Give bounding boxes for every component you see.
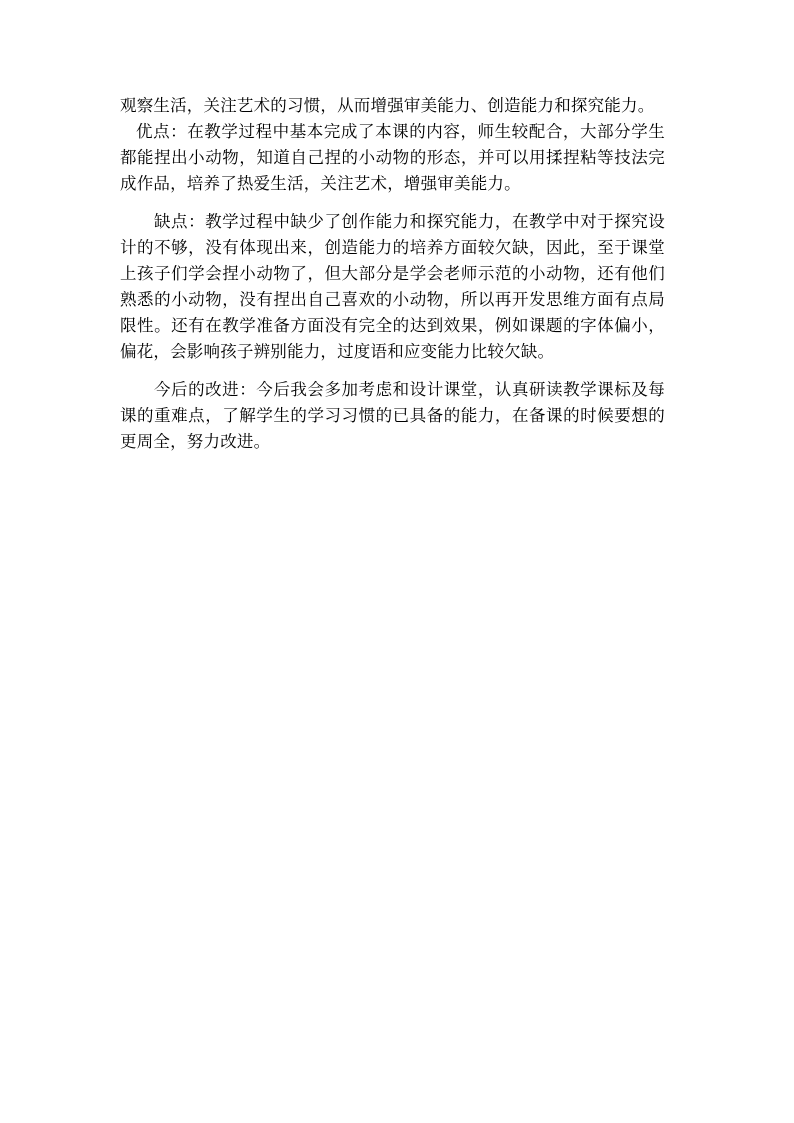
paragraph-weaknesses: 缺点：教学过程中缺少了创作能力和探究能力，在教学中对于探究设计的不够，没有体现出来，创造能力的培养方面较欠缺，因此，至于课堂上孩子们学会捏小动物了，但大部分是学会老师示范的小动物，还有他们熟悉的小动物，没有捏出自己喜欢的小动物，所以再开发思维方面有点局限性。还有在教学准备方面没有完全的达到效果，例如课题的字体偏小，偏花，会影响孩子辨别能力，过度语和应变能力比较欠缺。: [120, 212, 665, 361]
paragraph-strengths: 优点：在教学过程中基本完成了本课的内容，师生较配合，大部分学生都能捏出小动物，知道自己捏的小动物的形态，并可以用揉捏粘等技法完成作品，培养了热爱生活，关注艺术，增强审美能力。: [120, 122, 665, 193]
paragraph-intro: 观察生活，关注艺术的习惯，从而增强审美能力、创造能力和探究能力。: [120, 96, 655, 115]
paragraph-improvement: 今后的改进：今后我会多加考虑和设计课堂，认真研读教学课标及每课的重难点，了解学生的学习习惯的已具备的能力，在备课的时候要想的更周全，努力改进。: [120, 380, 665, 451]
document-body: [120, 93, 665, 455]
